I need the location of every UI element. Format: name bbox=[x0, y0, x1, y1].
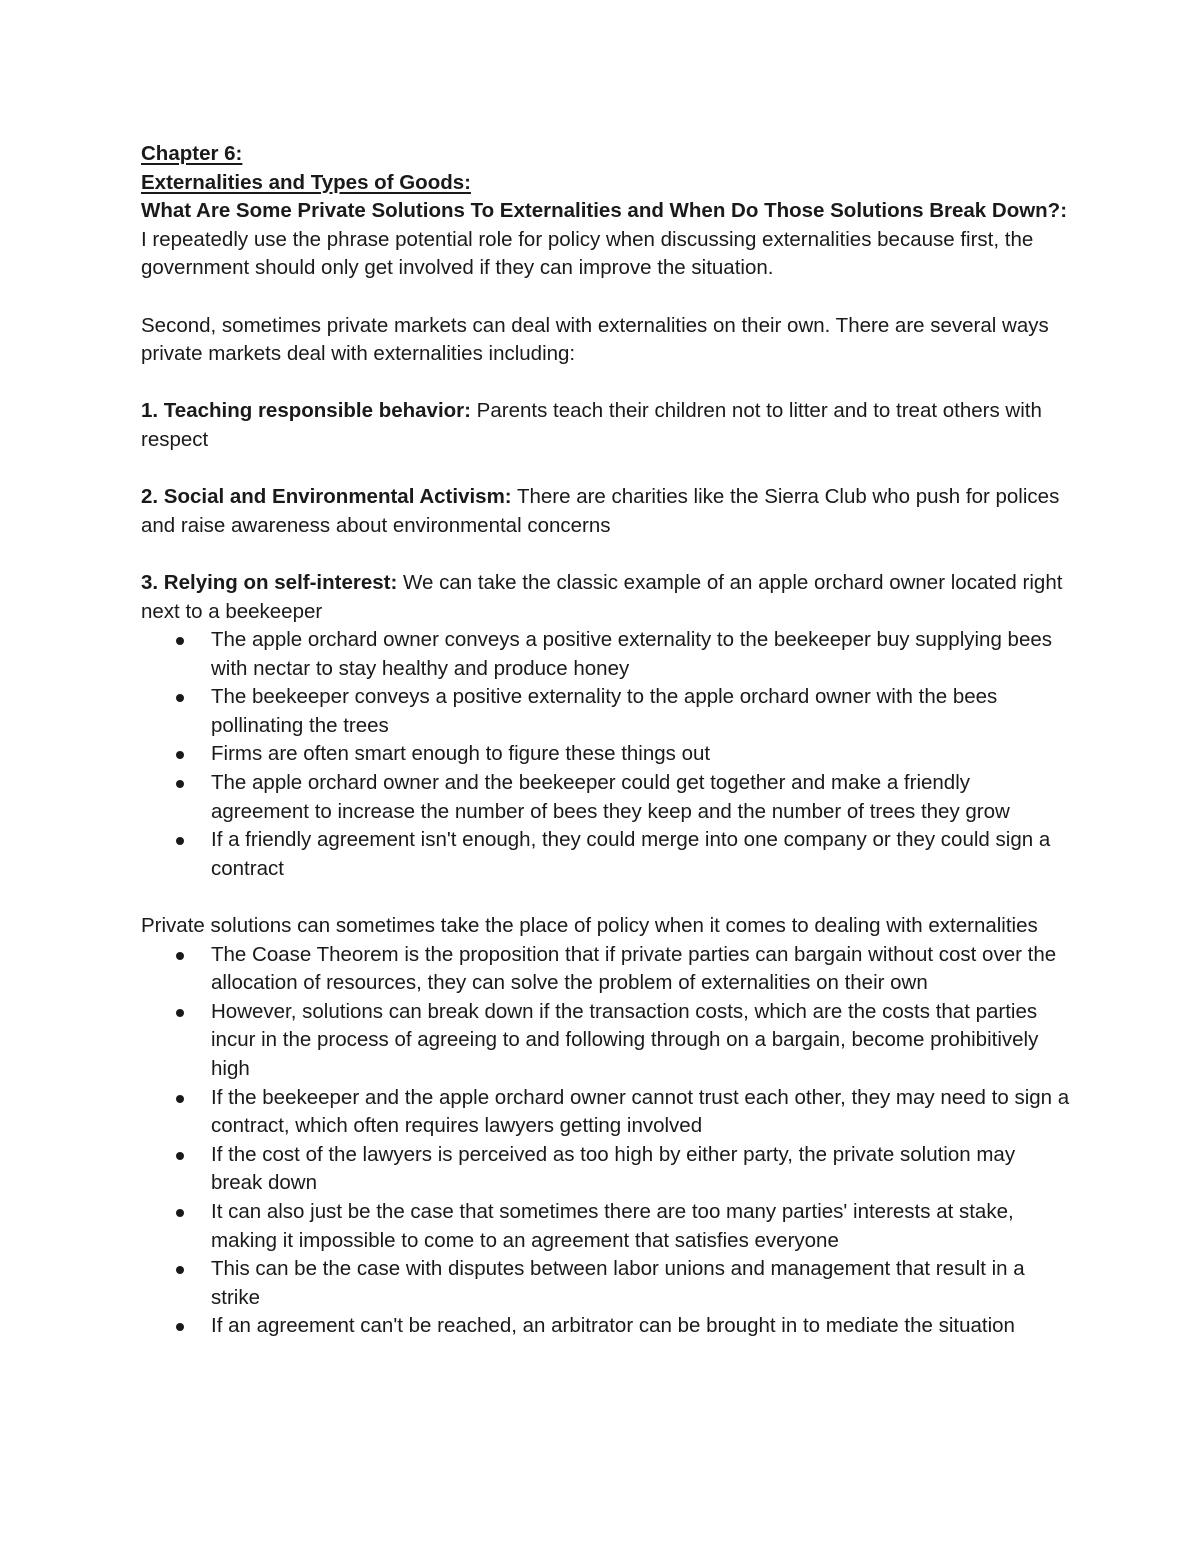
spacer bbox=[141, 283, 1071, 312]
list-item bbox=[211, 683, 1071, 740]
bullet-icon bbox=[176, 952, 184, 960]
list-item bbox=[211, 626, 1071, 683]
list-item-text: The beekeeper conveys a positive externality to the apple orchard owner with the bees pollinating the trees bbox=[211, 685, 998, 737]
numbered-item-1 bbox=[141, 397, 1071, 454]
list-item-text: Firms are often smart enough to figure these things out bbox=[211, 742, 711, 766]
second-paragraph: Second, sometimes private markets can deal with externalities on their own. There are several ways private markets deal with externalities including: bbox=[141, 313, 1049, 366]
bullet-icon bbox=[176, 1152, 184, 1160]
bullet-icon bbox=[176, 1209, 184, 1217]
list-item bbox=[211, 740, 1071, 769]
list-item bbox=[211, 1312, 1071, 1341]
intro-paragraph: I repeatedly use the phrase potential role for policy when discussing externalities because first, the government should only get involved if they can improve the situation. bbox=[141, 227, 1034, 280]
bullet-icon bbox=[176, 1266, 184, 1274]
list-item-text: It can also just be the case that sometimes there are too many parties' interests at stake, making it impossible to come to an agreement that satisfies everyone bbox=[211, 1199, 1014, 1252]
bullet-icon bbox=[176, 1095, 184, 1103]
list-item bbox=[211, 1141, 1071, 1198]
bullet-icon bbox=[176, 1009, 184, 1017]
list-item bbox=[211, 1255, 1071, 1312]
item-text: There are charities like the Sierra Club who push for polices and raise awareness about environmental concerns bbox=[141, 485, 1060, 537]
bullet-icon bbox=[176, 1323, 184, 1331]
spacer bbox=[141, 369, 1071, 398]
bullet-icon bbox=[176, 837, 184, 845]
spacer bbox=[141, 540, 1071, 569]
spacer bbox=[141, 883, 1071, 912]
list-item bbox=[211, 1084, 1071, 1141]
bullet-list-beekeeper bbox=[141, 626, 1071, 883]
bullet-icon bbox=[176, 751, 184, 759]
bullet-icon bbox=[176, 780, 184, 788]
bullet-list-coase bbox=[141, 941, 1071, 1341]
numbered-item-2 bbox=[141, 483, 1071, 540]
list-item-text: However, solutions can break down if the transaction costs, which are the costs that parties incur in the process of agreeing to and following through on a bargain, become prohibitively high bbox=[211, 999, 1039, 1080]
list-item-text: If the cost of the lawyers is perceived as too high by either party, the private solution may break down bbox=[211, 1142, 1016, 1195]
list-item-text: If the beekeeper and the apple orchard owner cannot trust each other, they may need to sign a contract, which often requires lawyers getting involved bbox=[211, 1085, 1070, 1138]
item-text: Parents teach their children not to litter and to treat others with respect bbox=[141, 399, 1042, 451]
item-text: We can take the classic example of an apple orchard owner located right next to a beekeeper bbox=[141, 570, 1063, 623]
numbered-item-3 bbox=[141, 569, 1071, 626]
third-paragraph: Private solutions can sometimes take the place of policy when it comes to dealing with externalities bbox=[141, 914, 1038, 938]
section-heading: Externalities and Types of Goods: bbox=[141, 170, 471, 194]
bullet-icon bbox=[176, 637, 184, 645]
list-item-text: If an agreement can't be reached, an arbitrator can be brought in to mediate the situation bbox=[211, 1314, 1015, 1338]
list-item-text: The apple orchard owner conveys a positive externality to the beekeeper buy supplying bees with nectar to stay healthy and produce honey bbox=[211, 628, 1053, 680]
list-item bbox=[211, 998, 1071, 1084]
document-page bbox=[141, 140, 1071, 1341]
item-lead: 2. Social and Environmental Activism: bbox=[141, 485, 512, 509]
list-item-text: The Coase Theorem is the proposition that if private parties can bargain without cost over the allocation of resources, they can solve the problem of externalities on their own bbox=[211, 942, 1057, 995]
list-item-text: The apple orchard owner and the beekeeper could get together and make a friendly agreement to increase the number of bees they keep and the number of trees they grow bbox=[211, 771, 1010, 823]
list-item bbox=[211, 941, 1071, 998]
list-item-text: This can be the case with disputes between labor unions and management that result in a strike bbox=[211, 1257, 1025, 1309]
list-item-text: If a friendly agreement isn't enough, they could merge into one company or they could sign a contract bbox=[211, 828, 1051, 880]
question-heading: What Are Some Private Solutions To Externalities and When Do Those Solutions Break Down?: bbox=[141, 199, 1068, 223]
bullet-icon bbox=[176, 694, 184, 702]
item-lead: 1. Teaching responsible behavior: bbox=[141, 399, 471, 423]
spacer bbox=[141, 455, 1071, 484]
list-item bbox=[211, 1198, 1071, 1255]
chapter-heading: Chapter 6: bbox=[141, 142, 243, 165]
item-lead: 3. Relying on self-interest: bbox=[141, 570, 398, 594]
list-item bbox=[211, 769, 1071, 826]
list-item bbox=[211, 826, 1071, 883]
